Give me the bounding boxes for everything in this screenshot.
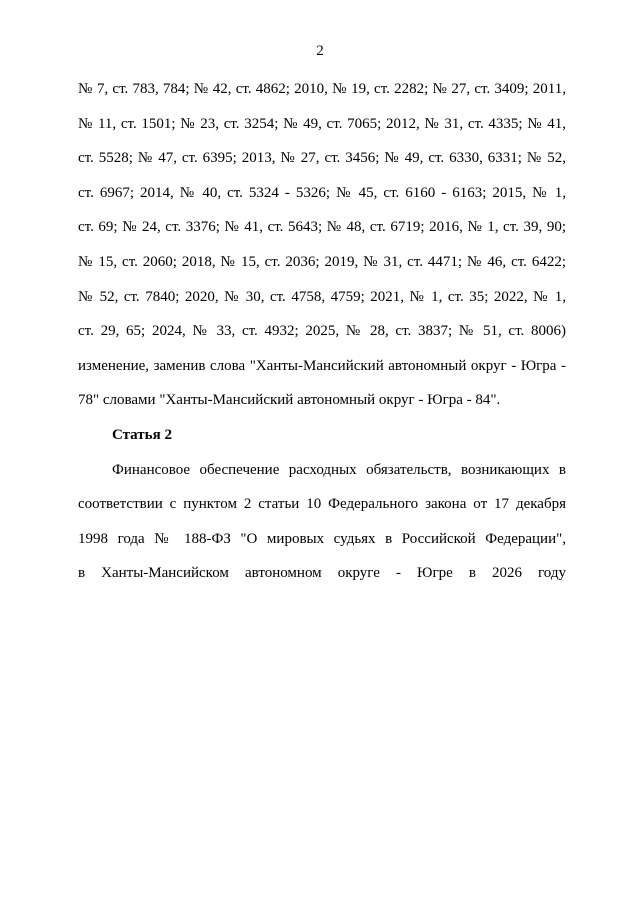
paragraph-line: в Ханты-Мансийском автономном округе - Югре в 2026 году [78, 565, 566, 582]
paragraph-line: № 7, ст. 783, 784; № 42, ст. 4862; 2010, № 19, ст. 2282; № 27, ст. 3409; 2011, [78, 81, 566, 97]
paragraph-line: Финансовое обеспечение расходных обязательств, возникающих в [112, 461, 566, 478]
page-number: 2 [316, 43, 324, 59]
paragraph-line: изменение, заменив слова "Ханты-Мансийский автономный округ - Югра - [78, 357, 566, 374]
paragraph-line: ст. 6967; 2014, № 40, ст. 5324 - 5326; № 45, ст. 6160 - 6163; 2015, № 1, [78, 184, 566, 201]
document-body [78, 79, 566, 598]
paragraph-line: № 52, ст. 7840; 2020, № 30, ст. 4758, 4759; 2021, № 1, ст. 35; 2022, № 1, [78, 288, 566, 305]
paragraph-line: ст. 69; № 24, ст. 3376; № 41, ст. 5643; № 48, ст. 6719; 2016, № 1, ст. 39, 90; [78, 219, 566, 236]
article-heading: Статья 2 [112, 426, 172, 443]
paragraph-line: соответствии с пунктом 2 статьи 10 Федерального закона от 17 декабря [78, 496, 566, 513]
paragraph-line: № 11, ст. 1501; № 23, ст. 3254; № 49, ст. 7065; 2012, № 31, ст. 4335; № 41, [78, 115, 566, 132]
paragraph-line: ст. 5528; № 47, ст. 6395; 2013, № 27, ст. 3456; № 49, ст. 6330, 6331; № 52, [78, 150, 566, 167]
paragraph-line: ст. 29, 65; 2024, № 33, ст. 4932; 2025, № 28, ст. 3837; № 51, ст. 8006) [78, 323, 566, 340]
paragraph-line: 1998 года № 188-ФЗ "О мировых судьях в Российской Федерации", [78, 530, 566, 547]
paragraph-line: № 15, ст. 2060; 2018, № 15, ст. 2036; 2019, № 31, ст. 4471; № 46, ст. 6422; [78, 253, 566, 270]
paragraph-line: 78" словами "Ханты-Мансийский автономный округ - Югра - 84". [78, 392, 501, 409]
